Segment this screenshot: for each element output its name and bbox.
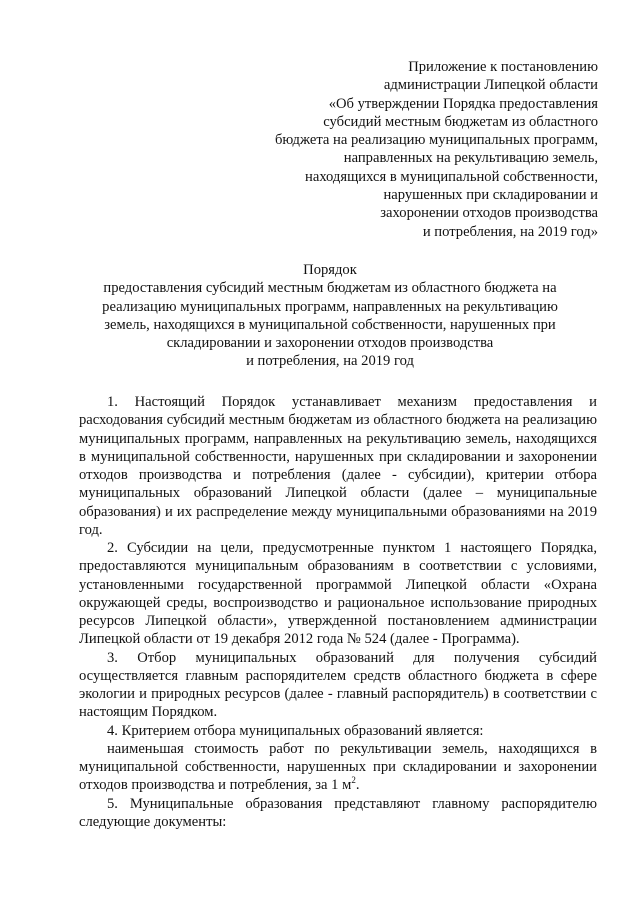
- criterion-end: .: [355, 777, 360, 794]
- title-line: земель, находящихся в муниципальной собственности, нарушенных при: [104, 316, 556, 333]
- document-title: [70, 261, 590, 371]
- appendix-line: бюджета на реализацию муниципальных программ,: [274, 132, 598, 149]
- title-heading: Порядок: [303, 262, 357, 278]
- paragraph-1: 1. Настоящий Порядок устанавливает механизм предоставления и расходования субсидий местным бюджетам из областного бюджета на реализацию муниципальных программ, направленных на рекультивацию земель, находящихся в муниципальной собственности, нарушенных при складировании и захоронении отходов производства и потребления (далее - субсидии), критерии отбора муниципальных образований Липецкой области (далее – муниципальные образования) и их распределение между муниципальными образованиями на 2019 год.: [79, 394, 597, 538]
- document-body: [79, 393, 597, 831]
- square-meter-superscript: 2: [351, 775, 356, 786]
- appendix-line: находящихся в муниципальной собственности,: [305, 168, 598, 185]
- appendix-line: администрации Липецкой области: [383, 77, 598, 94]
- appendix-header: [218, 58, 598, 241]
- appendix-line: захоронении отходов производства: [380, 205, 598, 222]
- paragraph-4: 4. Критерием отбора муниципальных образований является:: [107, 722, 484, 739]
- title-line: и потребления, на 2019 год: [246, 353, 414, 370]
- paragraph-5: 5. Муниципальные образования представляют главному распорядителю следующие документы:: [79, 795, 597, 830]
- appendix-line: и потребления, на 2019 год»: [422, 223, 598, 240]
- paragraph-3: 3. Отбор муниципальных образований для получения субсидий осуществляется главным распорядителем средств областного бюджета в сфере экологии и природных ресурсов (далее - главный распорядитель) в соответствии с настоящим Порядком.: [79, 649, 597, 721]
- paragraph-4-criterion: [79, 740, 597, 795]
- title-line: реализацию муниципальных программ, направленных на рекультивацию: [102, 298, 558, 315]
- appendix-line: Приложение к постановлению: [408, 59, 598, 75]
- title-line: складировании и захоронении отходов производства: [166, 335, 494, 352]
- appendix-line: субсидий местным бюджетам из областного: [323, 113, 598, 130]
- title-line: предоставления субсидий местным бюджетам из областного бюджета на: [103, 280, 557, 297]
- appendix-line: нарушенных при складировании и: [383, 187, 598, 204]
- criterion-text: наименьшая стоимость работ по рекультивации земель, находящихся в муниципальной собственности, нарушенных при складировании и захоронении отходов производства и потребления, за 1 м: [79, 740, 597, 794]
- appendix-line: направленных на рекультивацию земель,: [343, 150, 598, 167]
- appendix-line: «Об утверждении Порядка предоставления: [328, 95, 598, 112]
- paragraph-2: 2. Субсидии на цели, предусмотренные пунктом 1 настоящего Порядка, предоставляются муниципальным образованиям в соответствии с условиями, установленными государственной программой Липецкой области «Охрана окружающей среды, воспроизводство и рациональное использование природных ресурсов Липецкой области», утвержденной постановлением администрации Липецкой области от 19 декабря 2012 года № 524 (далее - Программа).: [79, 540, 597, 648]
